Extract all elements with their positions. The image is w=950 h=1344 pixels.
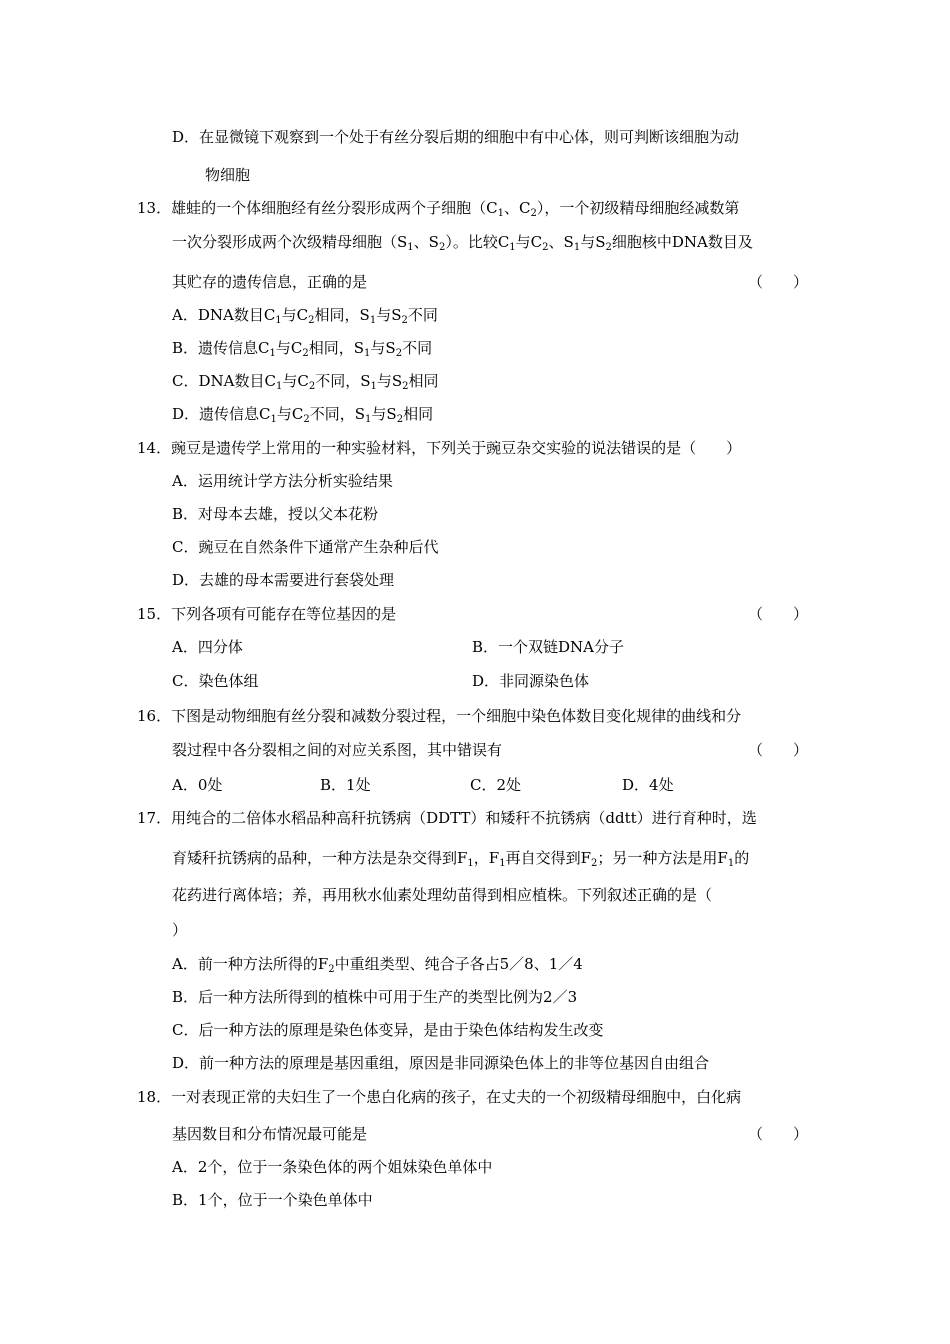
q17-option-a: A．前一种方法所得的$F_2$中重组类型、纯合子各占5／8、1／4 <box>172 955 583 975</box>
q18-answer-blank: （ ） <box>748 1125 809 1143</box>
q17-option-d: D．前一种方法的原理是基因重组，原因是非同源染色体上的非等位基因自由组合 <box>172 1054 710 1072</box>
q13-stem-line1: 13．雄蛙的一个体细胞经有丝分裂形成两个子细胞（$C_1$、$C_2$），一个初级精母细胞经减数第 <box>137 199 740 219</box>
q15-stem: 15．下列各项有可能存在等位基因的是 <box>137 605 397 623</box>
q16-stem-line1: 16．下图是动物细胞有丝分裂和减数分裂过程，一个细胞中染色体数目变化规律的曲线和分 <box>137 707 742 725</box>
q13-stem-line2: 一次分裂形成两个次级精母细胞（$S_1$、$S_2$）。比较$C_1$与$C_2$、$S_1$与$S_2$细胞核中DNA数目及 <box>172 233 753 253</box>
q18-option-a: A．2个，位于一条染色体的两个姐妹染色单体中 <box>172 1158 493 1176</box>
q18-stem-line1: 18．一对表现正常的夫妇生了一个患白化病的孩子，在丈夫的一个初级精母细胞中，白化病 <box>137 1088 742 1106</box>
q14-option-d: D．去雄的母本需要进行套袋处理 <box>172 571 395 589</box>
q14-stem: 14．豌豆是遗传学上常用的一种实验材料，下列关于豌豆杂交实验的说法错误的是（ ） <box>137 439 742 457</box>
q17-stem-line4: ） <box>172 921 188 939</box>
q16-option-b: B．1处 <box>320 776 371 794</box>
q13-option-c: C．DNA数目$C_1$与$C_2$不同，$S_1$与$S_2$相同 <box>172 372 439 392</box>
q15-option-c: C．染色体组 <box>172 672 259 690</box>
q15-answer-blank: （ ） <box>748 605 809 623</box>
q12-option-d: D．在显微镜下观察到一个处于有丝分裂后期的细胞中有中心体，则可判断该细胞为动 <box>172 128 740 146</box>
q16-stem-line2: 裂过程中各分裂相之间的对应关系图，其中错误有 <box>172 741 503 759</box>
q16-answer-blank: （ ） <box>748 741 809 759</box>
q16-option-d: D．4处 <box>622 776 674 794</box>
q17-stem-line3: 花药进行离体培；养，再用秋水仙素处理幼苗得到相应植株。下列叙述正确的是（ <box>172 886 713 904</box>
q15-option-d: D．非同源染色体 <box>472 672 590 690</box>
q14-option-b: B．对母本去雄，授以父本花粉 <box>172 505 379 523</box>
q17-stem-line2: 育矮秆抗锈病的品种，一种方法是杂交得到$F_1$，$F_1$再自交得到$F_2$；另一种方法是用$F_1$的 <box>172 849 750 869</box>
q17-option-b: B．后一种方法所得到的植株中可用于生产的类型比例为2／3 <box>172 988 578 1006</box>
q12-option-d-continued: 物细胞 <box>205 166 251 184</box>
q18-option-b: B．1个，位于一个染色单体中 <box>172 1191 373 1209</box>
q14-option-a: A．运用统计学方法分析实验结果 <box>172 472 393 490</box>
q16-option-a: A．0处 <box>172 776 223 794</box>
q13-option-b: B．遗传信息$C_1$与$C_2$相同，$S_1$与$S_2$不同 <box>172 339 433 359</box>
q13-stem-line3: 其贮存的遗传信息，正确的是 <box>172 273 368 291</box>
q16-option-c: C．2处 <box>470 776 522 794</box>
q15-option-b: B．一个双链DNA分子 <box>472 638 625 656</box>
q15-option-a: A．四分体 <box>172 638 243 656</box>
q18-stem-line2: 基因数目和分布情况最可能是 <box>172 1125 368 1143</box>
q13-option-a: A．DNA数目$C_1$与$C_2$相同，$S_1$与$S_2$不同 <box>172 306 438 326</box>
q17-option-c: C．后一种方法的原理是染色体变异，是由于染色体结构发生改变 <box>172 1021 604 1039</box>
q14-option-c: C．豌豆在自然条件下通常产生杂种后代 <box>172 538 439 556</box>
q17-stem-line1: 17．用纯合的二倍体水稻品种高秆抗锈病（DDTT）和矮秆不抗锈病（ddtt）进行育种时，选 <box>137 809 757 827</box>
q13-option-d: D．遗传信息$C_1$与$C_2$不同，$S_1$与$S_2$相同 <box>172 405 434 425</box>
q13-answer-blank: （ ） <box>748 273 809 291</box>
